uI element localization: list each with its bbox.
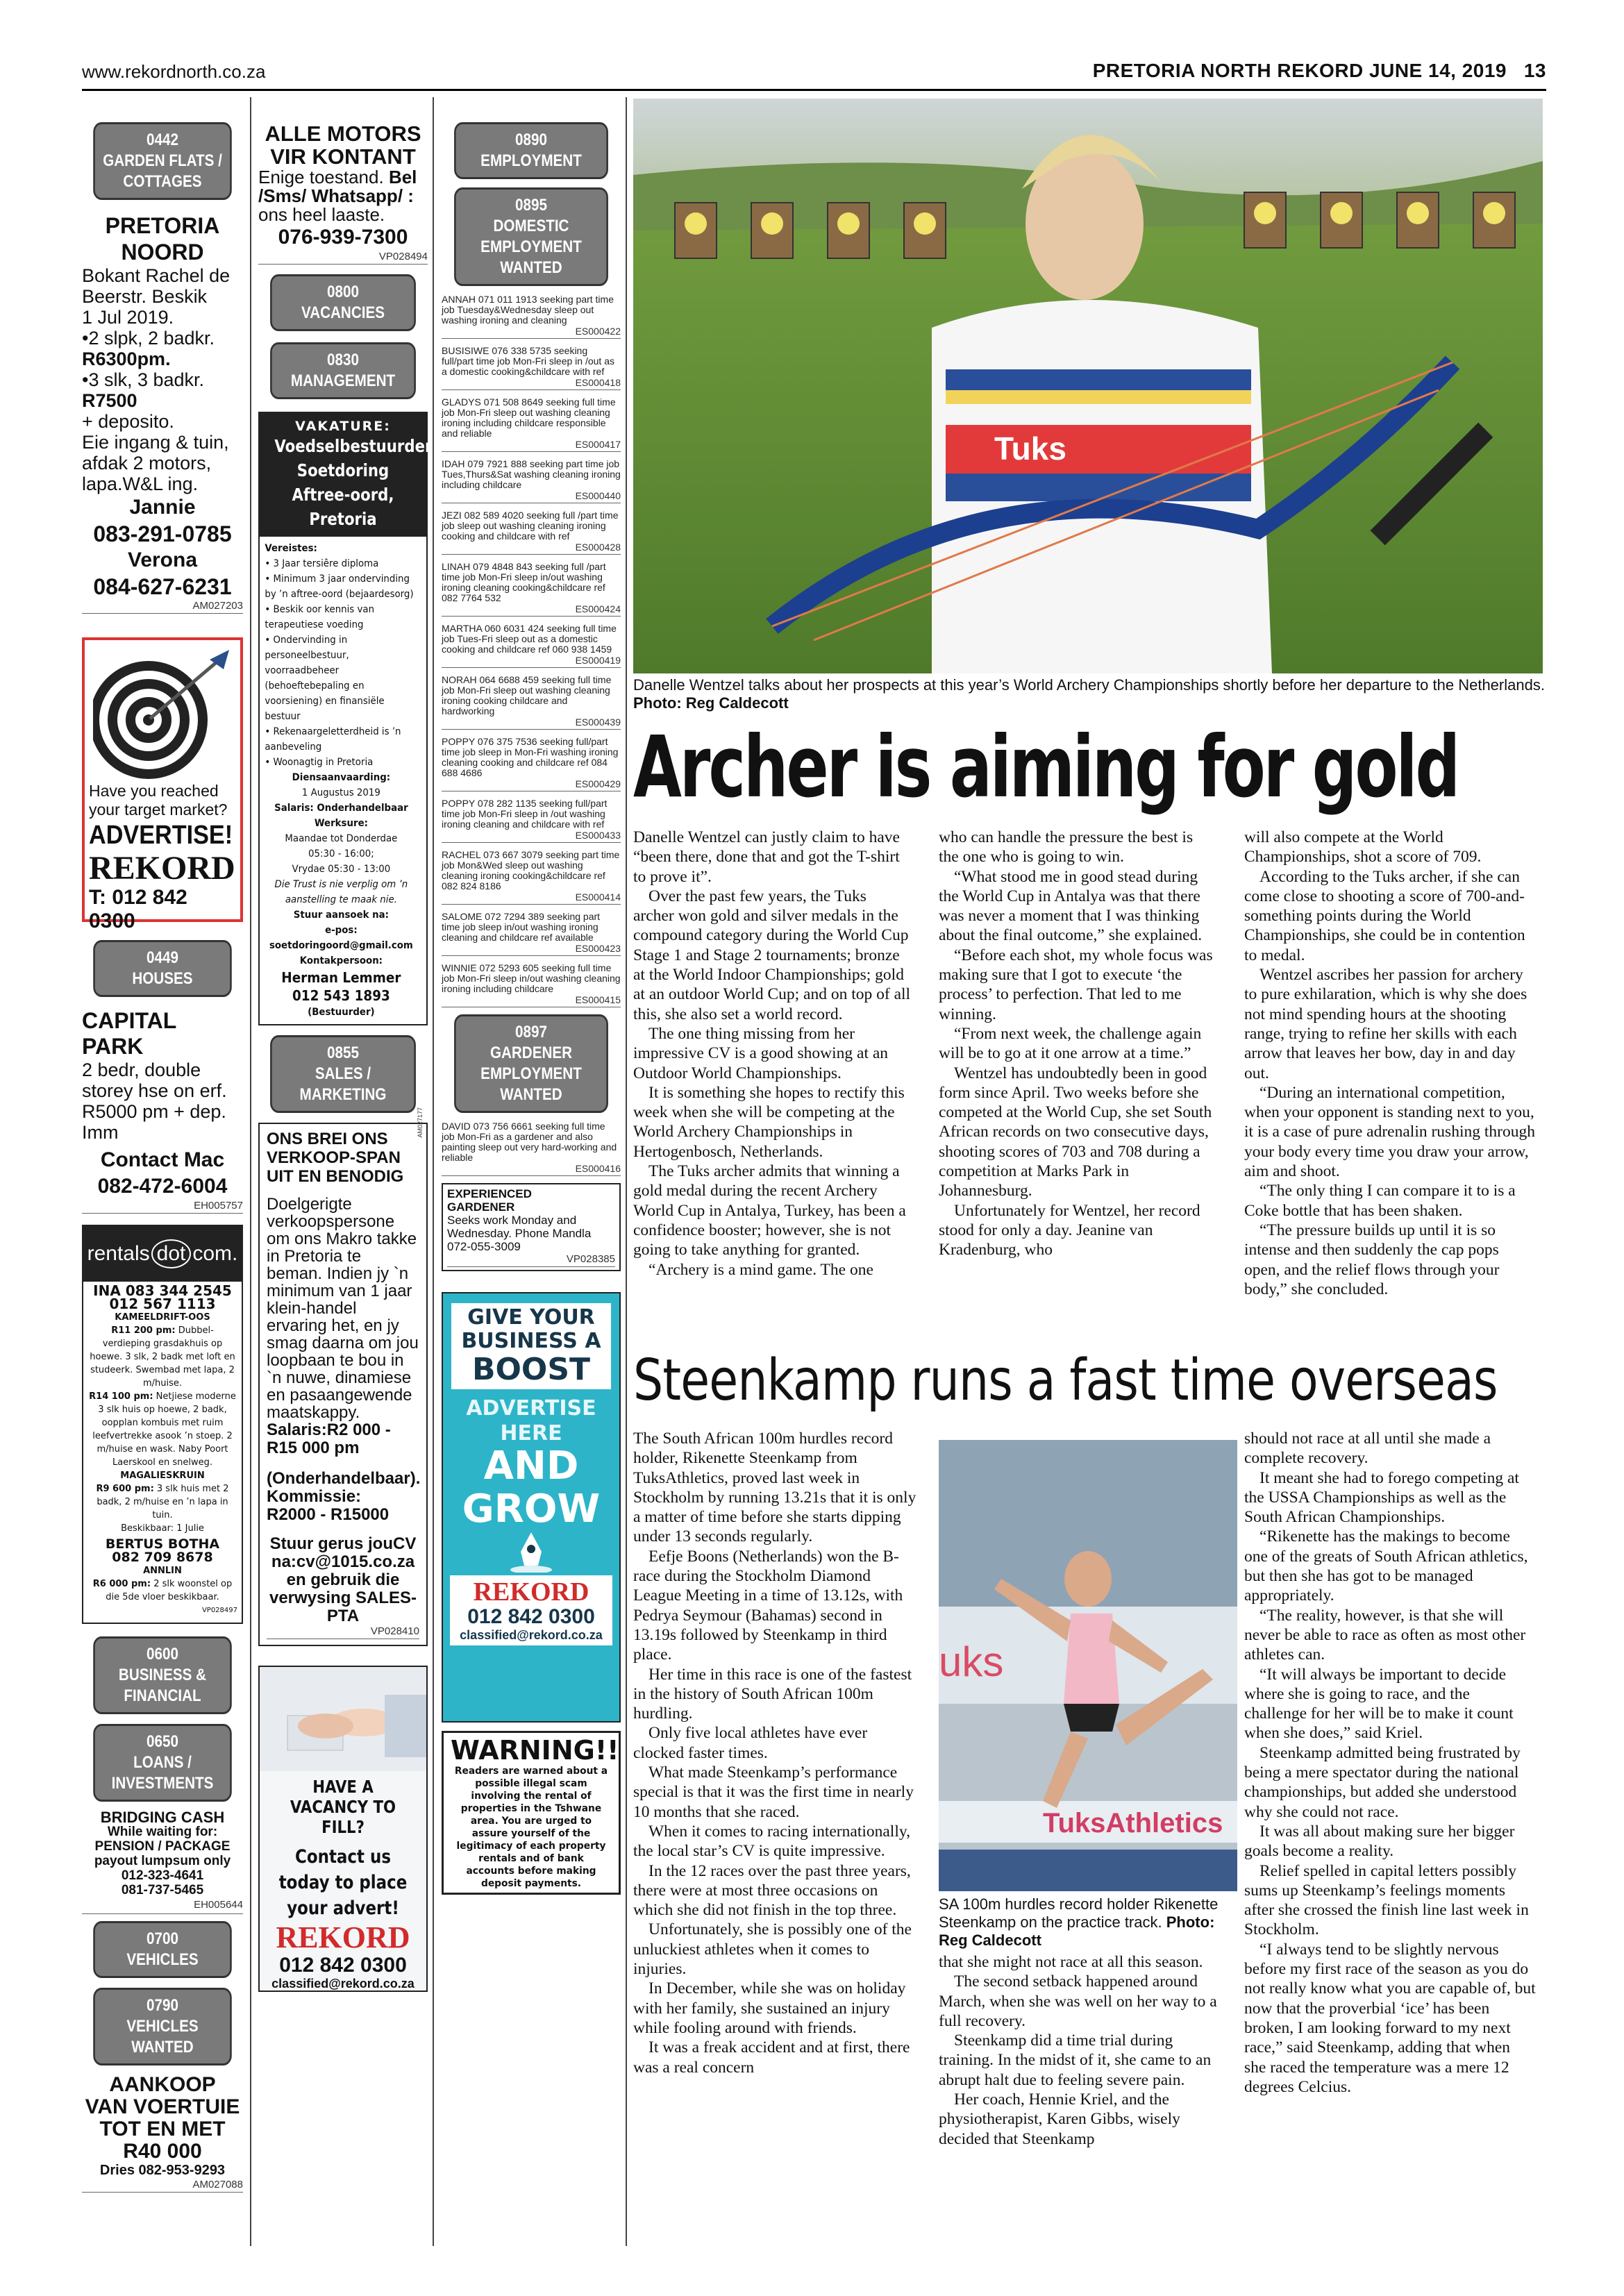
classified-listing-ref: ES000433: [442, 830, 621, 843]
classified-listing-ref: ES000424: [442, 603, 621, 617]
section-header-0895: 0895 DOMESTIC EMPLOYMENT WANTED: [454, 187, 608, 286]
section-header-0442: 0442 GARDEN FLATS / COTTAGES: [93, 122, 232, 200]
story-paragraph: The Tuks archer admits that winning a gold medal during the recent Archery World Cup in Antalya, Turkey, has been a confidence booster; however, she is not going to take anything for granted.: [633, 1162, 906, 1259]
classified-ad-experienced-gardener: EXPERIENCED GARDENER Seeks work Monday and Wednesday. Phone Mandla 072-055-3009 VP028385: [442, 1183, 621, 1271]
story-paragraph: What made Steenkamp’s performance special is that it was the first time in nearly 10 months that she raced.: [633, 1763, 914, 1821]
classified-listing: [442, 459, 621, 503]
section-header-0855: 0855 SALES / MARKETING: [270, 1035, 416, 1113]
classified-listing-text: RACHEL 073 667 3079 seeking part time job Mon&Wed sleep out washing cleaning ironing cooking&childcare ref 082 824 8186: [442, 849, 620, 891]
story-paragraph: “I always tend to be slightly nervous before my first race of the season as you do not really know what you are capable of, but now that the proverbial ‘ice’ has been broken, I am looking forward to my next race,” said Steenkamp, adding that when she raced the temperature was a mere 12 degrees Celcius.: [1244, 1940, 1536, 2096]
story-paragraph: Over the past few years, the Tuks archer won gold and silver medals in the compound category during the World Cup Stage 1 and Stage 2 tournaments; bronze at the World Indoor Championships; gold at an outdoor World Cup; and on top of all this, she also set a world record.: [633, 887, 911, 1023]
classified-ad-bridging-cash: BRIDGING CASH While waiting for: PENSION / PACKAGE payout lumpsum only 012-323-4641 081-737-5465 EH005644: [82, 1810, 243, 1914]
svg-text:TuksAthletics: TuksAthletics: [1043, 1808, 1223, 1838]
hurdler-photo-image: [939, 1440, 1237, 1891]
rentals-logo: rentals dot com.: [83, 1226, 242, 1282]
classified-ad-alle-motors: ALLE MOTORS VIR KONTANT Enige toestand. Bel /Sms/ Whatsapp/ : ons heel laaste. 076-939-7300 VP028494: [258, 122, 428, 265]
classified-listing-text: BUSISIWE 076 338 5735 seeking full/part time job Mon-Fri sleep in /out as a domestic cooking&childcare with ref: [442, 345, 614, 377]
story-archer-col1: [633, 828, 911, 1280]
section-header-0890: 0890 EMPLOYMENT: [454, 122, 608, 179]
classified-listing-ref: ES000422: [442, 326, 621, 339]
classified-listing-text: POPPY 076 375 7536 seeking full/part time job sleep in Mon-Fri washing ironing cleaning cooking and childcare ref 084 688 4686: [442, 736, 619, 778]
classified-listing-text: SALOME 072 7294 389 seeking part time job sleep in/out washing ironing cleaning and childcare ref available: [442, 911, 601, 943]
story-paragraph: According to the Tuks archer, if she can come close to shooting a score of 700-and-something points during the World Championships, she could be in contention to medal.: [1244, 867, 1525, 964]
handshake-photo-icon: [260, 1667, 426, 1771]
classified-listing-text: JEZI 082 589 4020 seeking full /part time job sleep out washing cleaning ironing cooking and childcare with ref: [442, 510, 619, 542]
classified-listing: [442, 798, 621, 843]
classified-listing-text: POPPY 078 282 1135 seeking full/part time job Mon-Fri sleep in /out washing ironing cleaning and childcare with ref: [442, 798, 608, 830]
classified-listing: [442, 294, 621, 339]
story-paragraph: Unfortunately, she is possibly one of the unluckiest athletes when it comes to injuries.: [633, 1920, 912, 1979]
story-steenkamp-col3: [1244, 1429, 1536, 2097]
classified-listing: [442, 737, 621, 791]
page-number: 13: [1523, 60, 1546, 81]
story-steenkamp-col1: [633, 1429, 921, 2077]
story-steenkamp-col2: [939, 1952, 1230, 2149]
story-paragraph: “During an international competition, when your opponent is standing next to you, it is a case of pure adrenalin rushing through your body every time you draw your arrow, aim and shoot.: [1244, 1083, 1535, 1181]
masthead: [1093, 60, 1546, 82]
vakature-ad: VAKATURE: Voedselbestuurder Soetdoring Aftree-oord, Pretoria Vereistes: • 3 Jaar tersiêre diploma • Minimum 3 jaar ondervinding by ’n aftree-oord (bejaardesorg) • Beskik oor kennis van terapeutiese voeding • Ondervinding in personeelbestuur, voorraadbeheer (behoeftebepaling en voorsiening) en finansiële bestuur • Rekenaargeletterdheid is ’n aanbeveling • Woonagtig in Pretoria Diensaanvaarding: 1 Augustus 2019 Salaris: Onderhandelbaar Werksure: Maandae tot Donderdae 05:30 - 16:00; Vrydae 05:30 - 13:00 Die Trust is nie verplig om ’n aanstelling te maak nie. Stuur aansoek na: e-pos: soetdoringoord@gmail.com Kontakpersoon: Herman Lemmer 012 543 1893 (Bestuurder) AM027177: [258, 412, 428, 1025]
classified-listing-ref: ES000419: [442, 655, 621, 668]
site-url[interactable]: www.rekordnorth.co.za: [82, 61, 266, 82]
classified-listing-ref: ES000439: [442, 717, 621, 730]
header-rule: [82, 89, 1546, 91]
story-paragraph: “From next week, the challenge again will be to go at it one arrow at a time.”: [939, 1024, 1202, 1063]
column-rule: [433, 97, 434, 2246]
classified-ad-david: DAVID 073 756 6661 seeking full time job Mon-Fri as a gardener and also painting sleep out very hard-working and reliable ES000416: [442, 1121, 621, 1176]
story-paragraph: who can handle the pressure the best is the one who is going to win.: [939, 828, 1194, 866]
classified-listing: [442, 562, 621, 617]
classified-listing: [442, 675, 621, 730]
classified-listing-text: WINNIE 072 5293 605 seeking full time job Mon-Fri sleep in/out washing cleaning ironing including childcare: [442, 962, 621, 994]
story-paragraph: Wentzel ascribes her passion for archery to pure exhilaration, which is why she does not mind spending hours at the shooting range, trying to refine her skills with each arrow that leaves her bow, day in and day out.: [1244, 966, 1527, 1082]
story-paragraph: Steenkamp did a time trial during training. In the midst of it, she came to an abrupt halt due to feeling severe pain.: [939, 2031, 1212, 2089]
classified-listing-ref: ES000415: [442, 994, 621, 1007]
headline-archer: Archer is aiming for gold: [633, 718, 1459, 816]
classified-listing-ref: ES000414: [442, 891, 621, 905]
classified-ad-pretoria-noord: PRETORIA NOORD Bokant Rachel de Beerstr. Beskik 1 Jul 2019. •2 slpk, 2 badkr. R6300pm. •3 slk, 3 badkr. R7500 + deposito. Eie ingang & tuin, afdak 2 motors, lapa.W&L ing. Jannie 083-291-0785 Verona 084-627-6231 AM027203: [82, 212, 243, 614]
classified-listing-text: GLADYS 071 508 8649 seeking full time job Mon-Fri sleep out washing cleaning ironing including childcare responsible and reliable: [442, 396, 616, 439]
give-your-business-a-boost-ad: GIVE YOUR BUSINESS A BOOST ADVERTISE HERE AND GROW REKORD 012 842 0300 classified@rekord.co.za: [442, 1292, 621, 1723]
story-paragraph: that she might not race at all this season.: [939, 1953, 1203, 1971]
story-paragraph: The second setback happened around March, when she was well on her way to a full recovery.: [939, 1972, 1217, 2030]
story-paragraph: “What stood me in good stead during the World Cup in Antalya was that there was never a moment that I was thinking about the final outcome,” she explained.: [939, 867, 1203, 945]
story-paragraph: The South African 100m hurdles record holder, Rikenette Steenkamp from TuksAthletics, proved last week in Stockholm by running 13.21s that it is only a matter of time before she starts dipping under 13 seconds regularly.: [633, 1430, 916, 1546]
classified-ad-capital-park: CAPITAL PARK 2 bedr, double storey hse on erf. R5000 pm + dep. Imm Contact Mac 082-472-6004 EH005757: [82, 1008, 243, 1214]
classifieds-column-2: [258, 121, 433, 1992]
section-header-0449: 0449 HOUSES: [93, 940, 232, 997]
classified-ad-aankoop: AANKOOP VAN VOERTUIE TOT EN MET R40 000 Dries 082-953-9293 AM027088: [82, 2074, 243, 2193]
classified-listing-ref: ES000440: [442, 490, 621, 503]
classified-listing: [442, 397, 621, 452]
section-header-0650: 0650 LOANS / INVESTMENTS: [93, 1724, 232, 1802]
story-paragraph: It was all about making sure her bigger goals become a reality.: [1244, 1822, 1515, 1861]
makro-sales-ad: ONS BREI ONS VERKOOP-SPAN UIT EN BENODIG Doelgerigte verkoopspersone om ons Makro takke in Pretoria te beman. Indien jy `n minimum van 1 jaar klein-handel ervaring het, en jy smag daarna om jou loopbaan te bou in `n nuwe, dinamiese en pasaangewende maatskappy. Salaris:R2 000 - R15 000 pm (Onderhandelbaar). Kommissie: R2000 - R15000 Stuur gerus jouCV na:cv@1015.co.za en gebruik die verwysing SALES-PTA VP028410: [258, 1123, 428, 1646]
svg-text:uks: uks: [939, 1639, 1004, 1685]
story-paragraph: “The pressure builds up until it is so intense and then suddenly the cap pops open, and the relief flows through your body,” she concluded.: [1244, 1221, 1500, 1298]
warning-notice: WARNING!! Readers are warned about a possible illegal scam involving the rental of properties in the Tshwane area. You are urged to assure yourself of the legitimacy of each property rentals and of bank accounts before making deposit payments.: [442, 1731, 621, 1895]
section-header-0600: 0600 BUSINESS & FINANCIAL: [93, 1636, 232, 1714]
classified-listing: [442, 850, 621, 905]
section-header-0700: 0700 VEHICLES: [93, 1921, 232, 1978]
archer-photo-caption: Danelle Wentzel talks about her prospects at this year’s World Archery Championships shortly before her departure to the Netherlands. Photo: Reg Caldecott: [633, 676, 1545, 712]
section-header-0790: 0790 VEHICLES WANTED: [93, 1988, 232, 2065]
classified-listing-text: IDAH 079 7921 888 seeking part time job Tues,Thurs&Sat washing cleaning ironing including childcare: [442, 458, 621, 490]
section-header-0897: 0897 GARDENER EMPLOYMENT WANTED: [454, 1014, 608, 1113]
hurdler-photo-caption: SA 100m hurdles record holder Rikenette Steenkamp on the practice track. Photo: Reg Caldecott: [939, 1895, 1219, 1949]
classified-listing-text: LINAH 079 4848 843 seeking full /part time job Mon-Fri sleep in/out washing ironing cleaning cooking&childcare ref 082 7764 532: [442, 561, 606, 603]
classified-listing-text: NORAH 064 6688 459 seeking full time job Mon-Fri sleep out washing cleaning ironing cooking childcare and hardworking: [442, 674, 612, 717]
story-paragraph: It was a freak accident and at first, there was a real concern: [633, 2038, 910, 2077]
classified-listing-text: MARTHA 060 6031 424 seeking full time job Tues-Fri sleep out as a domestic cooking and childcare ref 060 938 1459: [442, 623, 617, 655]
archer-photo: [633, 99, 1543, 673]
story-paragraph: When it comes to racing internationally, the local star’s CV is quite impressive.: [633, 1822, 910, 1861]
target-icon: [93, 647, 232, 779]
classified-listing-ref: ES000429: [442, 778, 621, 791]
svg-text:Tuks: Tuks: [994, 430, 1066, 467]
story-paragraph: Danelle Wentzel can justly claim to have “been there, done that and got the T-shirt to prove it”.: [633, 828, 900, 886]
story-paragraph: Unfortunately for Wentzel, her record stood for only a day. Jeanine van Kradenburg, who: [939, 1201, 1200, 1259]
section-header-0800: 0800 VACANCIES: [270, 274, 416, 331]
classified-listing-text: ANNAH 071 011 1913 seeking part time job Tuesday&Wednesday sleep out washing ironing and cleaning: [442, 294, 614, 326]
story-paragraph: will also compete at the World Championships, shot a score of 709.: [1244, 828, 1482, 866]
story-paragraph: “Archery is a mind game. The one: [648, 1260, 873, 1279]
column-rule: [250, 97, 251, 2246]
story-paragraph: Only five local athletes have ever clocked faster times.: [633, 1724, 868, 1762]
target-market-ad: Have you reached your target market? ADVERTISE! REKORD T: 012 842 0300: [82, 637, 243, 922]
story-paragraph: “It will always be important to decide where she is going to race, and the challenge for her will be to make it count when she does,” said Kriel.: [1244, 1665, 1514, 1743]
story-paragraph: Wentzel has undoubtedly been in good form since April. Two weeks before she competed at the World Cup, she set South African records on two consecutive days, shooting scores of 703 and 708 during a competition at Marks Park in Johannesburg.: [939, 1064, 1212, 1200]
classified-listing: [442, 510, 621, 555]
story-paragraph: “The only thing I can compare it to is a Coke bottle that has been shaken.: [1244, 1182, 1516, 1220]
story-paragraph: It is something she hopes to rectify this week when she will be competing at the World Archery Championships in Hertogenbosch, Netherlands.: [633, 1083, 905, 1161]
story-paragraph: “The reality, however, is that she will never be able to race as often as most other athletes can.: [1244, 1606, 1526, 1664]
story-paragraph: It meant she had to forego competing at the USSA Championships as well as the South African Championships.: [1244, 1468, 1519, 1527]
classifieds-column-3: [442, 122, 621, 1895]
story-paragraph: Relief spelled in capital letters possibly sums up Steenkamp’s feelings moments after she crossed the finish line last week in Stockholm.: [1244, 1861, 1529, 1939]
classifieds-column-1: [82, 122, 243, 2199]
have-a-vacancy-ad: HAVE A VACANCY TO FILL? Contact us today to place your advert! REKORD 012 842 0300 classified@rekord.co.za: [258, 1666, 428, 1992]
classified-listing-ref: ES000423: [442, 943, 621, 956]
paper-name-date: PRETORIA NORTH REKORD JUNE 14, 2019: [1092, 60, 1507, 81]
classified-listing-ref: ES000418: [442, 377, 621, 390]
story-paragraph: In the 12 races over the past three years, there were at most three occasions on which she did not finish in the top three.: [633, 1861, 911, 1920]
rocket-icon: [500, 1531, 562, 1573]
rentals-dot-com-ad: rentals dot com. INA 083 344 2545 012 567 1113 KAMEELDRIFT-OOS R11 200 pm: Dubbel-verdieping grasdakhuis op hoewe. 3 slk, 2 badk met loft en studeerk. Swembad met lapa, 2 m/huise. R14 100 pm: Netjiese moderne 3 slk huis op hoewe, 2 badk, oopplan kombuis met ruim leefvertrekke asook ’n stoep. 2 m/huise en wask. Naby Poort Laerskool en snelweg. MAGALIESKRUIN R9 600 pm: 3 slk huis met 2 badk, 2 m/huise en ’n lapa in tuin. Beskikbaar: 1 Julie BERTUS BOTHA 082 709 8678 ANNLIN R6 000 pm: 2 slk woonstel op die 5de vloer beskikbaar. VP028497: [82, 1225, 243, 1624]
story-paragraph: Steenkamp admitted being frustrated by being a mere spectator during the national championships, but added she understood why she could not race.: [1244, 1743, 1521, 1821]
classified-listing-ref: ES000428: [442, 542, 621, 555]
domestic-classifieds-list: [442, 294, 621, 1007]
story-paragraph: Her time in this race is one of the fastest in the history of South African 100m hurdling.: [633, 1665, 912, 1723]
classified-listing: [442, 912, 621, 956]
story-paragraph: “Before each shot, my whole focus was making sure that I got to execute ‘the process’ to perfection. That led to me winning.: [939, 946, 1213, 1023]
story-paragraph: The one thing missing from her impressive CV is a good showing at an Outdoor World Championships.: [633, 1024, 889, 1082]
story-paragraph: In December, while she was on holiday with her family, she sustained an injury while fooling around with friends.: [633, 1979, 906, 2037]
classified-listing: [442, 963, 621, 1007]
archer-photo-image: [633, 99, 1543, 673]
column-rule: [626, 97, 627, 2246]
classified-listing-ref: ES000417: [442, 439, 621, 452]
story-paragraph: should not race at all until she made a complete recovery.: [1244, 1430, 1491, 1468]
story-archer-col3: [1244, 828, 1536, 1299]
classified-listing: [442, 623, 621, 668]
headline-steenkamp: Steenkamp runs a fast time overseas: [633, 1348, 1498, 1414]
story-archer-col2: [939, 828, 1216, 1260]
story-paragraph: “Rikenette has the makings to become one of the greats of South African athletics, but then she has got to be managed appropriately.: [1244, 1527, 1528, 1605]
story-paragraph: Her coach, Hennie Kriel, and the physiotherapist, Karen Gibbs, wisely decided that Steenkamp: [939, 2090, 1180, 2148]
story-paragraph: Eefje Boons (Netherlands) won the B-race during the Stockholm Diamond League Meeting in a time of 13.12s, with Pedrya Seymour (Bahamas) second in 13.19s followed by Steenkamp in third place.: [633, 1547, 903, 1664]
hurdler-photo: [939, 1440, 1237, 1891]
classified-listing: [442, 346, 621, 390]
section-header-0830: 0830 MANAGEMENT: [270, 342, 416, 399]
